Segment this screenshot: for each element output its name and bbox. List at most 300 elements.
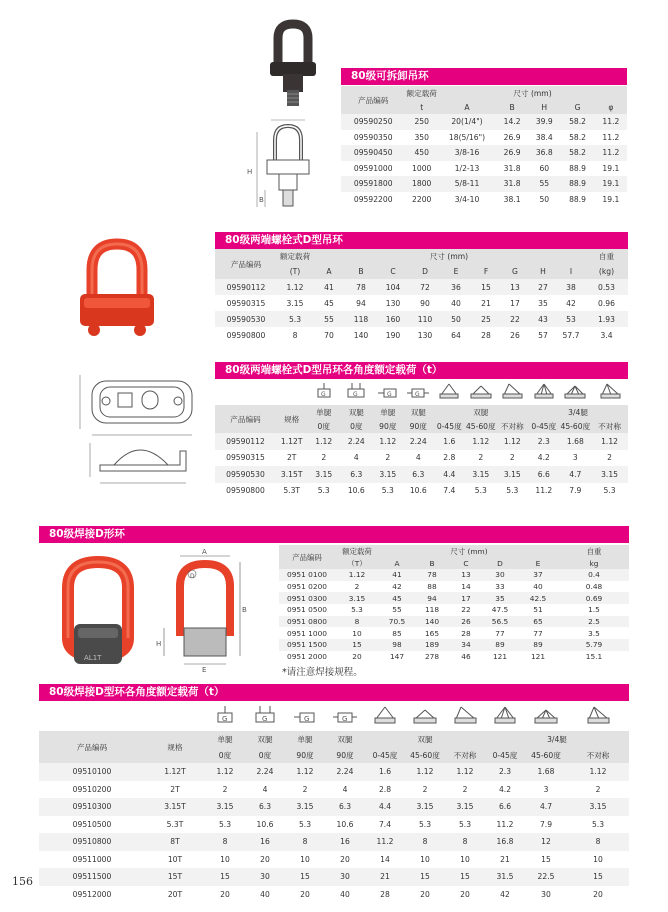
table-row — [215, 295, 628, 311]
table-cell: 0951 2000 — [287, 652, 327, 662]
table-cell: 27 — [538, 282, 548, 292]
col-header: 0-45度 — [492, 750, 518, 760]
table-cell: 78 — [427, 570, 437, 580]
table-cell: 15 — [420, 872, 430, 882]
table-cell: 17 — [510, 298, 520, 308]
table-cell: 38.4 — [535, 132, 553, 142]
table-cell: 94 — [427, 593, 437, 603]
table-cell: 1.5 — [588, 605, 600, 615]
single-leg-90-icon — [378, 383, 398, 399]
table-cell: 55 — [392, 605, 402, 615]
table-cell: 1.6 — [378, 767, 392, 777]
table-cell: 36 — [451, 282, 461, 292]
table-cell: 2 — [385, 453, 391, 463]
table-cell: 1.12 — [456, 767, 474, 777]
table-cell: 2 — [321, 453, 327, 463]
table-cell: 1.12 — [315, 436, 333, 446]
table-cell: 2 — [509, 453, 515, 463]
four-leg-60-icon — [564, 383, 586, 399]
table-cell: 5.3 — [288, 314, 302, 324]
table-cell: 7.4 — [443, 486, 456, 496]
table-row — [279, 639, 629, 651]
table-cell: 15 — [593, 872, 603, 882]
table-cell: 31.8 — [503, 163, 521, 173]
table-row — [39, 781, 629, 799]
table-cell: 19.1 — [602, 179, 620, 189]
double-leg-45-icon — [373, 706, 397, 724]
table-cell: 20T — [167, 889, 183, 899]
table-cell: 1.12 — [379, 436, 397, 446]
single-leg-0-icon — [215, 706, 235, 724]
table-cell: 14.2 — [503, 117, 521, 127]
table-cell: 4.2 — [537, 453, 550, 463]
table-cell: 14 — [380, 854, 390, 864]
table-cell: 8 — [354, 617, 360, 627]
table-cell: 19.1 — [602, 194, 620, 204]
section-title: 80级两端螺栓式D型吊环各角度额定载荷（t） — [215, 362, 628, 379]
icon-cell — [525, 701, 567, 731]
table-cell: 50 — [451, 314, 461, 324]
col-header: C — [463, 558, 469, 568]
table-cell: 2.24 — [256, 767, 274, 777]
table-cell: 56.5 — [491, 617, 509, 627]
table-cell: 4.7 — [539, 802, 553, 812]
table-cell: 11.2 — [535, 486, 553, 496]
table-cell: 121 — [530, 652, 546, 662]
col-header: 0-45度 — [436, 421, 462, 431]
table-cell: 5.79 — [585, 640, 603, 650]
icon-cell — [340, 379, 373, 405]
icon-g: G — [304, 715, 310, 723]
table-cell: 09510300 — [72, 802, 112, 812]
swivel-eye-bolt-table — [341, 86, 627, 207]
col-header: A — [326, 267, 332, 276]
col-header: (kg) — [598, 267, 615, 276]
table-cell: 12 — [541, 837, 551, 847]
table-cell: 09590112 — [226, 436, 265, 446]
table-cell: 22 — [510, 314, 520, 324]
table-cell: 28 — [461, 628, 471, 638]
table-cell: 2 — [607, 453, 612, 463]
single-leg-0-icon — [315, 383, 333, 399]
table-cell: 450 — [414, 148, 429, 158]
table-cell: 09590250 — [353, 117, 393, 127]
col-load: 额定载荷 — [342, 546, 372, 556]
table-cell: 1.12 — [286, 282, 304, 292]
table-row — [215, 450, 628, 467]
col-dims: 尺寸 (mm) — [513, 88, 552, 98]
table-cell: 40 — [340, 889, 350, 899]
single-leg-90-icon — [294, 706, 316, 724]
table-cell: 3.4 — [600, 330, 613, 340]
table-cell: 1.12 — [589, 767, 607, 777]
table-cell: 46 — [461, 652, 471, 662]
table-cell: 3 — [543, 784, 549, 794]
col-header: D — [497, 558, 503, 568]
table-cell: 09590315 — [226, 453, 265, 463]
table-cell: 77 — [495, 628, 505, 638]
table-cell: 10 — [593, 854, 603, 864]
table-cell: 50 — [539, 194, 550, 204]
table-cell: 15 — [300, 872, 310, 882]
table-cell: 8 — [292, 330, 298, 340]
col-load: 额定载荷 — [406, 88, 437, 98]
table-cell: 31.8 — [503, 179, 521, 189]
table-cell: 160 — [385, 314, 401, 324]
table-cell: 15.1 — [585, 652, 603, 662]
col-header: 单腿 — [297, 734, 313, 744]
table-cell: 1.12T — [164, 767, 186, 777]
table-row — [279, 651, 629, 663]
table-cell: 35 — [495, 593, 505, 603]
table-row — [279, 604, 629, 616]
table-cell: 4.4 — [378, 802, 392, 812]
table-cell: 1.68 — [537, 767, 555, 777]
table-cell: 2.8 — [378, 784, 392, 794]
table-cell: 09512000 — [72, 889, 112, 899]
table-cell: 190 — [385, 330, 401, 340]
table-row — [215, 311, 628, 327]
table-cell: 10 — [352, 628, 362, 638]
table-cell: 2.5 — [588, 617, 600, 627]
table-cell: 57 — [538, 330, 548, 340]
table-cell: 104 — [385, 282, 401, 292]
col-header: 90度 — [409, 421, 427, 431]
table-cell: 165 — [424, 628, 440, 638]
double-leg-0-icon — [254, 706, 276, 724]
table-cell: 55 — [539, 179, 550, 189]
col-header: 0度 — [218, 750, 232, 760]
table-cell: 11.2 — [496, 819, 514, 829]
table-cell: 40 — [451, 298, 461, 308]
table-cell: 2.3 — [498, 767, 512, 777]
double-leg-60-icon — [470, 383, 492, 399]
table-cell: 09590800 — [226, 330, 266, 340]
table-cell: 2.24 — [336, 767, 354, 777]
table-cell: 09590530 — [226, 469, 265, 479]
table-cell: 11.2 — [602, 117, 620, 127]
icon-g: G — [386, 391, 392, 398]
table-cell: 118 — [424, 605, 440, 615]
table-cell: 3.15T — [280, 469, 303, 479]
table-row — [341, 114, 627, 130]
table-cell: 20 — [352, 652, 362, 662]
table-cell: 2 — [478, 453, 484, 463]
table-cell: 5.3 — [474, 486, 487, 496]
table-cell: 19.1 — [602, 163, 620, 173]
table-cell: 7.4 — [378, 819, 392, 829]
col-code: 产品编码 — [230, 414, 261, 424]
table-cell: 70 — [324, 330, 334, 340]
table-cell: 70.5 — [388, 617, 406, 627]
col-spec: 规格 — [284, 414, 300, 424]
table-cell: 5.3 — [381, 486, 394, 496]
table-row — [279, 569, 629, 581]
table-cell: 1/2-13 — [454, 163, 480, 173]
table-cell: 2 — [462, 784, 468, 794]
table-cell: 15 — [352, 640, 362, 650]
col-header: (T) — [289, 267, 301, 276]
table-cell: 89 — [495, 640, 505, 650]
col-header: E — [453, 267, 459, 276]
weld-on-d-ring-photo — [48, 548, 148, 673]
double-leg-asym-icon — [501, 383, 523, 399]
table-cell: 30 — [260, 872, 270, 882]
table-cell: 15 — [220, 872, 230, 882]
table-cell: 11.2 — [376, 837, 394, 847]
table-cell: 8 — [222, 837, 228, 847]
col-header: 单腿 — [316, 407, 332, 417]
table-cell: 39.9 — [535, 117, 553, 127]
col-header: 双腿 — [417, 734, 433, 744]
section-title: 80级焊接D形环 — [39, 526, 629, 543]
col-header: 0度 — [258, 750, 272, 760]
col-dims: 尺寸 (mm) — [429, 252, 469, 261]
col-header: 90度 — [296, 750, 314, 760]
double-leg-60-icon — [413, 706, 437, 724]
table-cell: 7.9 — [539, 819, 553, 829]
table-cell: 278 — [424, 652, 440, 662]
table-cell: 20 — [340, 854, 350, 864]
table-cell: 09590350 — [353, 132, 393, 142]
table-cell: 22.5 — [537, 872, 555, 882]
icon-cell — [591, 379, 628, 405]
table-cell: 1.12 — [216, 767, 234, 777]
table-cell: 121 — [492, 652, 508, 662]
table-row — [215, 433, 628, 450]
col-spec: 规格 — [167, 742, 183, 752]
table-cell: 6.3 — [338, 802, 352, 812]
dim-e-label: E — [202, 666, 207, 673]
icon-cell — [567, 701, 629, 731]
four-leg-45-icon — [533, 383, 555, 399]
table-cell: 30 — [340, 872, 350, 882]
table-cell: 09511000 — [72, 854, 112, 864]
table-cell: 58.2 — [569, 148, 587, 158]
table-cell: 90 — [420, 298, 430, 308]
table-cell: 3.15 — [296, 802, 314, 812]
table-cell: 0.4 — [588, 570, 600, 580]
table-cell: 28 — [481, 330, 491, 340]
table-cell: 1.93 — [598, 314, 615, 324]
icon-cell — [245, 701, 285, 731]
table-cell: 4.4 — [443, 469, 456, 479]
page-number: 156 — [12, 875, 33, 888]
col-header: B — [358, 267, 364, 276]
table-cell: 1800 — [412, 179, 432, 189]
table-cell: 15 — [541, 854, 551, 864]
col-header: E — [535, 558, 541, 568]
table-cell: 94 — [356, 298, 366, 308]
table-row — [341, 176, 627, 192]
table-cell: 42.5 — [529, 593, 547, 603]
table-cell: 3/8-16 — [454, 148, 480, 158]
col-header: （T） — [347, 558, 367, 568]
dim-b-label: B — [242, 606, 247, 614]
table-row — [341, 145, 627, 161]
col-header: 0度 — [317, 421, 330, 431]
table-cell: 21 — [500, 854, 510, 864]
table-cell: 5.3T — [283, 486, 301, 496]
col-weight: 自重 — [598, 252, 615, 261]
double-leg-0-icon — [346, 383, 366, 399]
table-cell: 3.15 — [589, 802, 607, 812]
table-cell: 25 — [481, 314, 491, 324]
col-header: D — [422, 267, 428, 276]
table-cell: 2 — [595, 784, 601, 794]
col-header: 0度 — [350, 421, 363, 431]
table-cell: 51 — [533, 605, 543, 615]
table-cell: 3.15 — [416, 802, 434, 812]
table-cell: 20 — [460, 889, 470, 899]
table-cell: 130 — [417, 330, 433, 340]
table-cell: 45 — [392, 593, 402, 603]
table-cell: 3 — [572, 453, 578, 463]
col-header: 双腿 — [473, 407, 489, 417]
table-cell: 64 — [451, 330, 461, 340]
icon-cell — [307, 379, 340, 405]
table-cell: 10.6 — [256, 819, 274, 829]
col-header: I — [569, 267, 573, 276]
table-cell: 0.48 — [585, 582, 603, 592]
table-cell: 14 — [461, 582, 471, 592]
table-cell: 1.12 — [416, 767, 434, 777]
table-cell: 10 — [460, 854, 470, 864]
weld-on-d-ring-table — [279, 545, 629, 663]
table-row — [39, 763, 629, 781]
table-cell: 11.2 — [602, 148, 620, 158]
table-row — [39, 816, 629, 834]
table-cell: 118 — [353, 314, 369, 324]
col-header: 45-60度 — [410, 750, 440, 760]
table-cell: 42 — [500, 889, 510, 899]
icon-g: G — [415, 391, 420, 398]
icon-cell — [373, 379, 403, 405]
icon-cell — [325, 701, 365, 731]
col-header: 45-60度 — [531, 750, 561, 760]
dim-h-label: H — [247, 168, 253, 176]
table-cell: 26.9 — [503, 148, 521, 158]
double-leg-45-icon — [438, 383, 460, 399]
icon-cell — [434, 379, 466, 405]
table-cell: 89 — [533, 640, 543, 650]
double-leg-90-icon — [333, 706, 357, 724]
table-cell: 26 — [461, 617, 471, 627]
table-cell: 5.3 — [458, 819, 472, 829]
table-cell: 41 — [324, 282, 334, 292]
table-cell: 1.12 — [601, 436, 618, 446]
table-cell: 5.3 — [603, 486, 616, 496]
table-cell: 1.12 — [296, 767, 314, 777]
table-row — [215, 327, 628, 343]
table-cell: 140 — [424, 617, 440, 627]
col-code: 产品编码 — [292, 552, 322, 562]
table-cell: 8 — [595, 837, 601, 847]
icon-cell — [445, 701, 485, 731]
table-cell: 15T — [167, 872, 183, 882]
table-row — [215, 466, 628, 483]
table-cell: 0951 0800 — [287, 617, 327, 627]
table-cell: 2 — [422, 784, 428, 794]
col-code: 产品编码 — [358, 95, 389, 105]
table-cell: 15 — [460, 872, 470, 882]
bolt-on-d-ring-drawing — [60, 365, 210, 505]
table-cell: 0951 1000 — [287, 628, 327, 638]
col-code: 产品编码 — [230, 259, 262, 269]
table-cell: 0951 1500 — [287, 640, 327, 650]
table-cell: 10 — [220, 854, 230, 864]
table-cell: 26 — [510, 330, 520, 340]
table-cell: 42 — [566, 298, 576, 308]
table-row — [215, 279, 628, 295]
table-cell: 2200 — [412, 194, 432, 204]
table-cell: 0.69 — [585, 593, 603, 603]
table-cell: 1.68 — [566, 436, 584, 446]
col-header: 双腿 — [257, 734, 273, 744]
table-cell: 147 — [389, 652, 405, 662]
table-cell: 28 — [380, 889, 390, 899]
table-cell: 350 — [414, 132, 429, 142]
table-cell: 10T — [167, 854, 183, 864]
table-cell: 4 — [415, 453, 421, 463]
col-header: φ — [608, 102, 614, 112]
col-header: F — [483, 267, 489, 276]
col-header: 双腿 — [348, 407, 364, 417]
table-row — [39, 851, 629, 869]
table-cell: 09590112 — [226, 282, 266, 292]
table-cell: 3.15 — [315, 469, 333, 479]
table-cell: 09590450 — [353, 148, 393, 158]
table-cell: 1.12 — [348, 570, 366, 580]
table-cell: 1.12 — [503, 436, 521, 446]
table-cell: 0.53 — [598, 282, 615, 292]
col-weight: 自重 — [586, 546, 602, 556]
table-cell: 11.2 — [602, 132, 620, 142]
table-cell: 2 — [354, 582, 360, 592]
four-leg-asym-icon — [586, 706, 610, 724]
table-cell: 130 — [385, 298, 401, 308]
table-cell: 09511500 — [72, 872, 112, 882]
col-header: 不对称 — [500, 421, 524, 431]
table-row — [39, 798, 629, 816]
table-cell: 10 — [420, 854, 430, 864]
col-header: 单腿 — [380, 407, 396, 417]
table-row — [341, 192, 627, 208]
table-cell: 8 — [422, 837, 428, 847]
col-header: 3/4腿 — [547, 734, 567, 744]
col-header: 单腿 — [217, 734, 233, 744]
icon-cell — [528, 379, 560, 405]
table-row — [279, 627, 629, 639]
table-cell: 8 — [462, 837, 468, 847]
swivel-eye-bolt-photo — [258, 18, 328, 108]
table-cell: 10.6 — [347, 486, 365, 496]
table-cell: 5.3 — [591, 819, 605, 829]
icon-cell — [285, 701, 325, 731]
table-row — [39, 868, 629, 886]
table-row — [39, 886, 629, 904]
table-cell: 2 — [302, 784, 308, 794]
four-leg-asym-icon — [599, 383, 621, 399]
table-cell: 6.3 — [258, 802, 272, 812]
table-row — [39, 833, 629, 851]
table-cell: 21 — [380, 872, 390, 882]
table-cell: 09510500 — [72, 819, 112, 829]
dim-d-label: D — [190, 573, 195, 580]
table-cell: 3.15 — [216, 802, 234, 812]
table-cell: 3.15 — [379, 469, 397, 479]
col-header: H — [540, 267, 546, 276]
